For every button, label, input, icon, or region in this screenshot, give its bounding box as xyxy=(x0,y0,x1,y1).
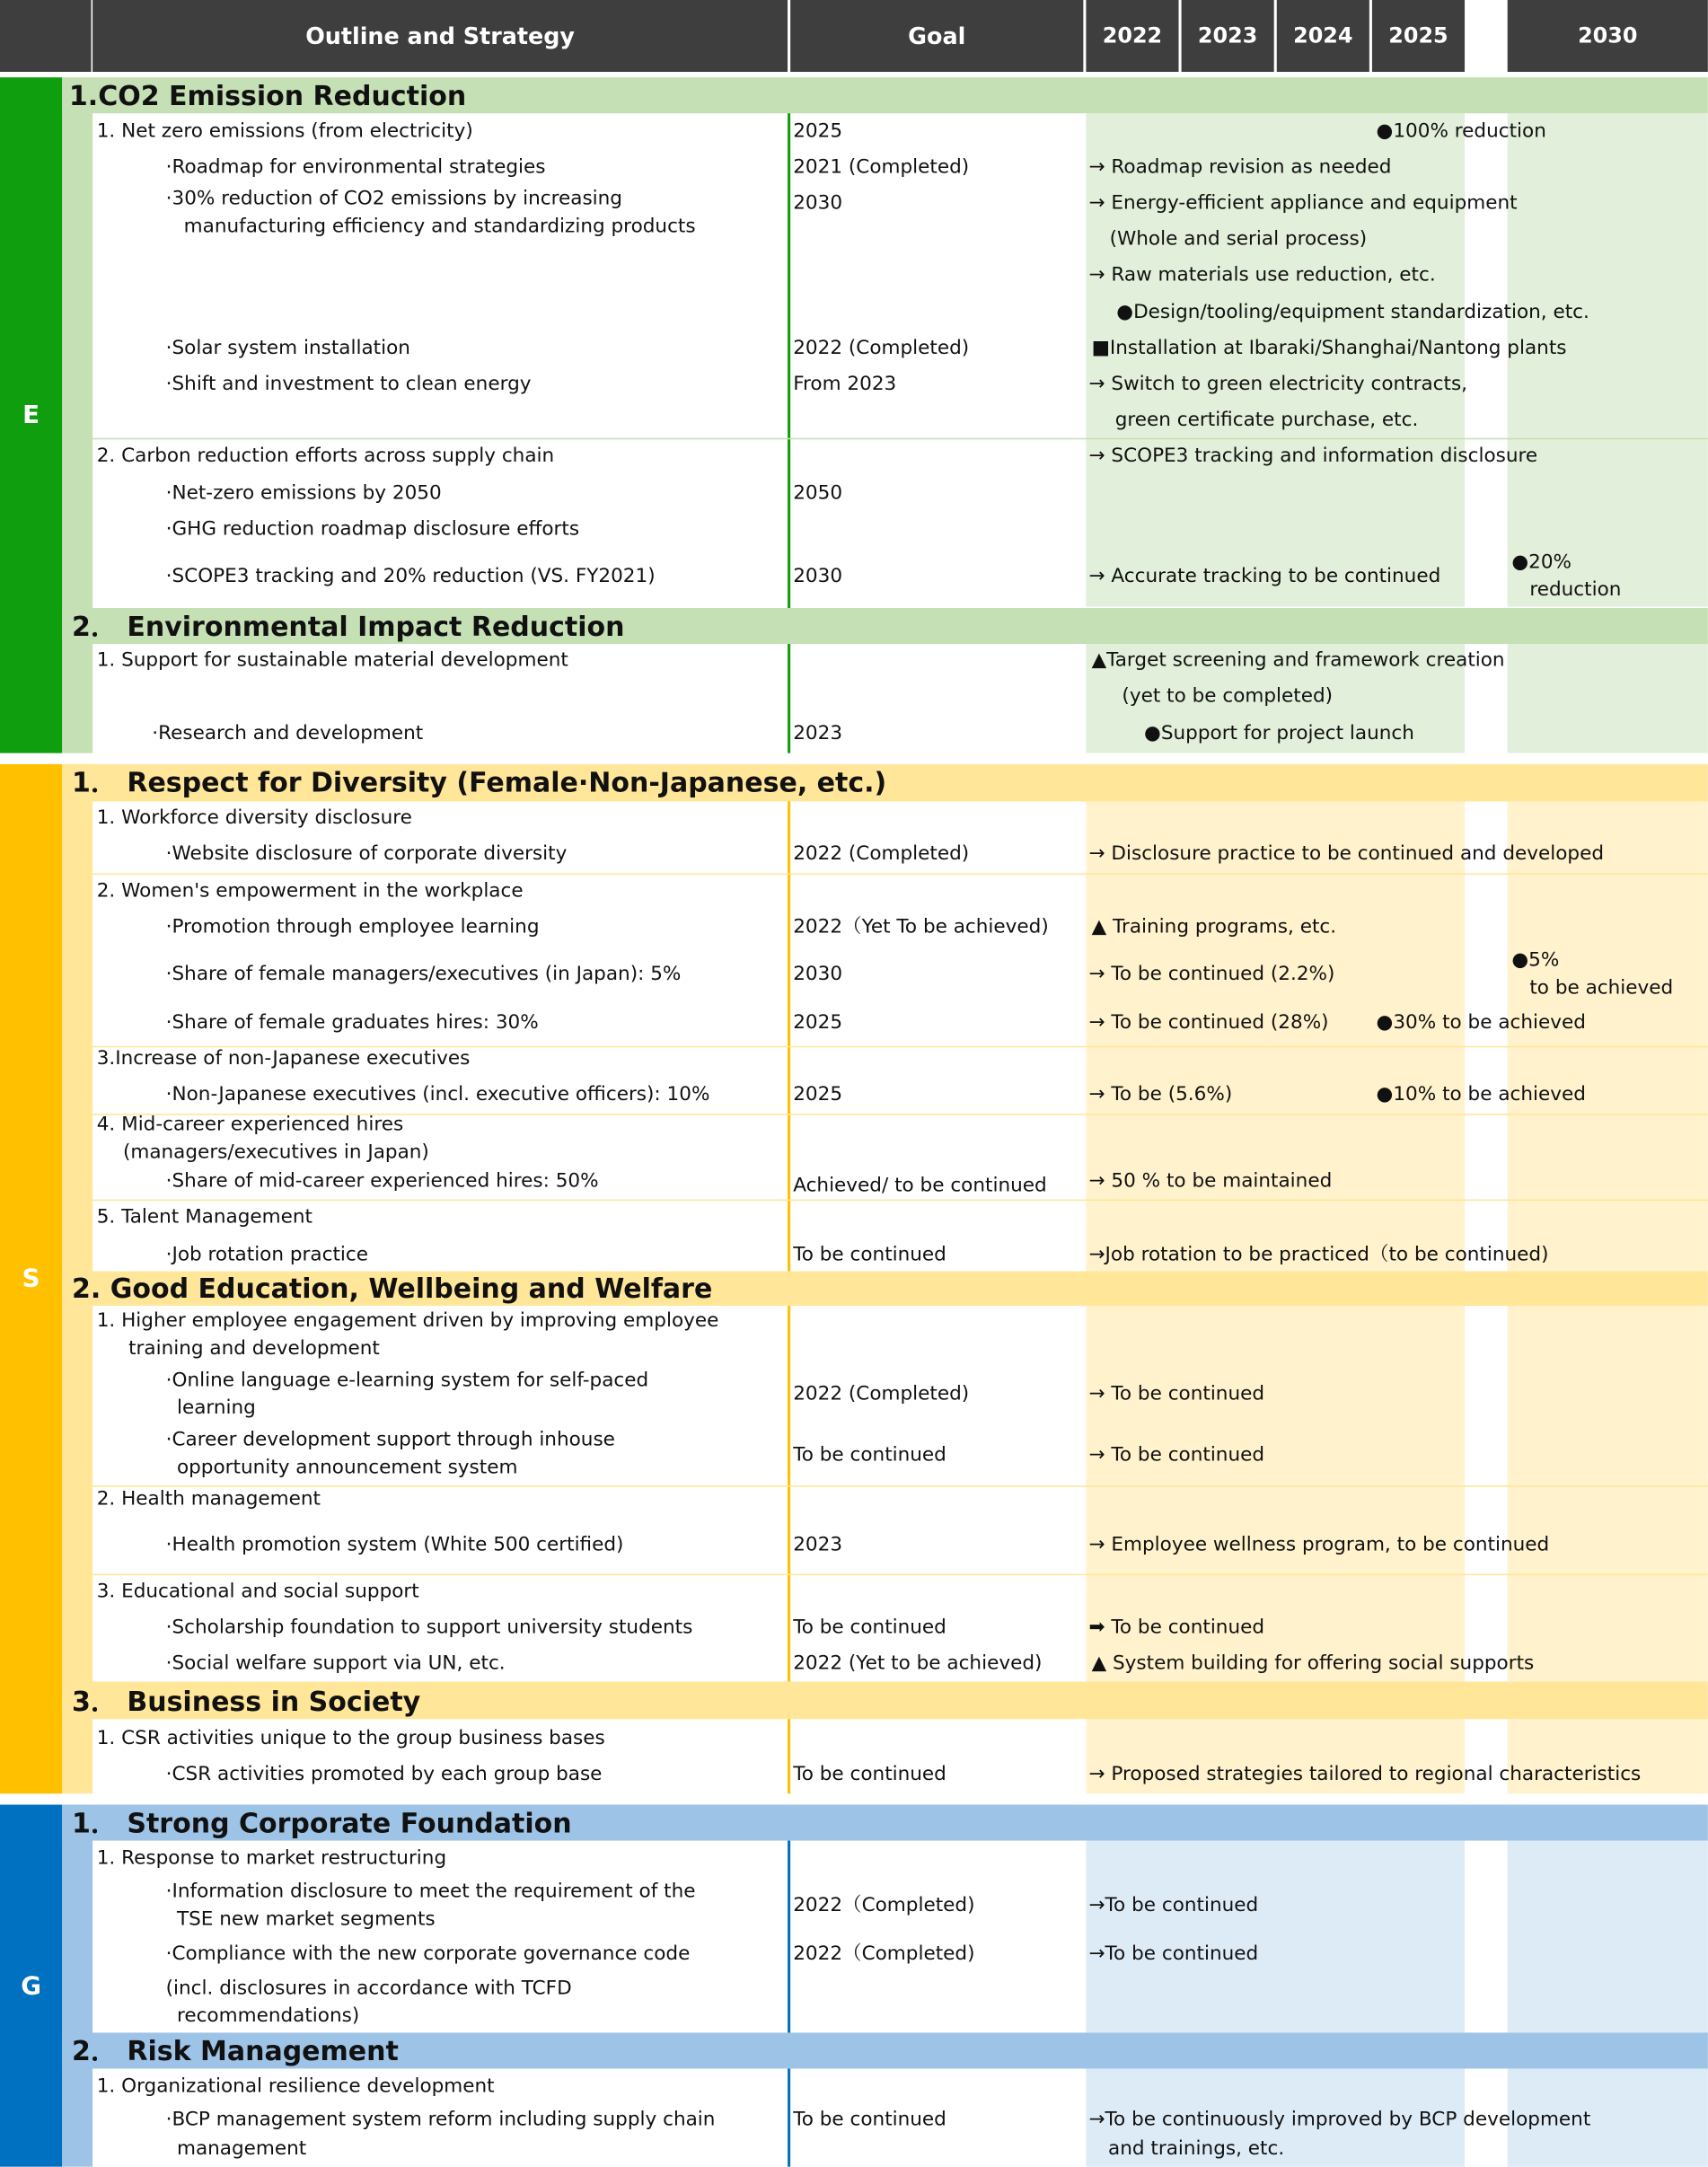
social-milestone-female-graduates: ●30% to be achieved xyxy=(1376,1011,1586,1034)
governance-row-bcp-line2: management xyxy=(176,2137,307,2160)
env-timeline-sustainable-1: ▲Target screening and framework creation xyxy=(1091,649,1505,672)
social-goal-learning: 2022（Yet To be achieved) xyxy=(793,916,1049,938)
social-goal-career: To be continued xyxy=(793,1443,946,1467)
env-row-scope3: ·SCOPE3 tracking and 20% reduction (VS. FY2021) xyxy=(165,565,656,587)
env-timeline-co2-3: → Raw materials use reduction, etc. xyxy=(1088,263,1436,286)
header-year-2022: 2022 xyxy=(1086,0,1178,72)
social-milestone-non-japanese-executives: ●10% to be achieved xyxy=(1376,1083,1586,1106)
social-timeline-female-graduates: → To be continued (28%) xyxy=(1088,1011,1329,1034)
env-row-rnd: ·Research and development xyxy=(152,722,424,745)
social-item-educational: 3. Educational and social support xyxy=(96,1581,419,1603)
env-goal-net-zero: 2025 xyxy=(793,119,843,143)
social-item-health: 2. Health management xyxy=(96,1488,321,1511)
env-timeline-clean-energy-1: → Switch to green electricity contracts, xyxy=(1088,373,1468,396)
env-indent-band xyxy=(62,77,92,753)
env-goal-co2: 2030 xyxy=(793,191,843,215)
env-item-net-zero: 1. Net zero emissions (from electricity) xyxy=(96,119,473,143)
env-row-rule xyxy=(92,438,1708,440)
social-goal-elearning: 2022 (Completed) xyxy=(793,1383,970,1405)
social-goal-health-promotion: 2023 xyxy=(793,1533,843,1556)
social-row-health-promotion: ·Health promotion system (White 500 certified) xyxy=(165,1533,624,1556)
governance-timeline-bcp-2: and trainings, etc. xyxy=(1108,2137,1285,2160)
env-goal-roadmap: 2021 (Completed) xyxy=(793,155,970,179)
social-timeline-scholarship: ➡ To be continued xyxy=(1088,1616,1265,1639)
env-goal-solar: 2022 (Completed) xyxy=(793,337,970,360)
social-item-engagement-line1: 1. Higher employee engagement driven by improving employee xyxy=(96,1309,719,1333)
governance-divider-2 xyxy=(788,2068,790,2166)
social-row-welfare: ·Social welfare support via UN, etc. xyxy=(165,1652,506,1675)
social-divider-3 xyxy=(788,1719,790,1793)
governance-item-market: 1. Response to market restructuring xyxy=(96,1847,447,1870)
env-section-title-impact: 2． Environmental Impact Reduction xyxy=(72,611,625,643)
social-row-elearning-line2: learning xyxy=(176,1396,256,1420)
governance-timeline-bg-1 xyxy=(1086,1841,1465,2033)
social-section-title-education: 2. Good Education, Wellbeing and Welfare xyxy=(72,1273,713,1305)
social-goal-non-japanese-executives: 2025 xyxy=(793,1083,843,1106)
social-row-female-managers: ·Share of female managers/executives (in Japan): 5% xyxy=(165,963,682,986)
social-timeline-health-promotion: → Employee wellness program, to be continued xyxy=(1088,1533,1550,1556)
social-goal-website: 2022 (Completed) xyxy=(793,842,970,866)
social-row-website: ·Website disclosure of corporate diversity xyxy=(165,842,568,866)
env-timeline-solar: ■Installation at Ibaraki/Shanghai/Nantong plants xyxy=(1091,337,1567,360)
env-item-supply-chain: 2. Carbon reduction efforts across supply chain xyxy=(96,445,555,468)
env-milestone-scope3-2: reduction xyxy=(1529,578,1622,602)
governance-indent-band xyxy=(62,1805,92,2167)
social-row-career-line1: ·Career development support through inhouse xyxy=(165,1429,615,1451)
social-goal-csr-group: To be continued xyxy=(793,1763,946,1786)
social-item-women: 2. Women's empowerment in the workplace xyxy=(96,880,524,903)
env-timeline-co2-2: (Whole and serial process) xyxy=(1109,227,1368,251)
header-blank-cell xyxy=(0,0,92,72)
governance-timeline-bg-2 xyxy=(1508,1841,1708,2033)
social-row-rule-1 xyxy=(92,873,1708,875)
social-timeline-female-managers: → To be continued (2.2%) xyxy=(1088,963,1335,986)
social-item-mid-career-line2: (managers/executives in Japan) xyxy=(122,1141,429,1164)
social-item-non-japanese: 3.Increase of non-Japanese executives xyxy=(96,1047,471,1070)
env-milestone-net-zero: ●100% reduction xyxy=(1376,119,1546,143)
env-goal-net-zero-2050: 2050 xyxy=(793,482,843,505)
header-year-2024: 2024 xyxy=(1277,0,1369,72)
governance-item-resilience: 1. Organizational resilience development xyxy=(96,2075,495,2098)
social-divider-2 xyxy=(788,1306,790,1682)
governance-row-tcfd-line1: (incl. disclosures in accordance with TCFD xyxy=(165,1977,572,2000)
social-category-label: S xyxy=(0,764,62,1793)
env-row-solar: ·Solar system installation xyxy=(165,337,410,360)
env-divider-1 xyxy=(788,113,790,608)
governance-section-title-risk: 2． Risk Management xyxy=(72,2035,399,2067)
governance-timeline-compliance: →To be continued xyxy=(1088,1942,1259,1966)
social-goal-scholarship: To be continued xyxy=(793,1616,946,1639)
social-row-job-rotation: ·Job rotation practice xyxy=(165,1243,368,1266)
social-row-rule-4 xyxy=(92,1200,1708,1202)
header-goal: Goal xyxy=(790,0,1083,72)
social-row-female-graduates: ·Share of female graduates hires: 30% xyxy=(165,1011,539,1034)
env-timeline-clean-energy-2: green certificate purchase, etc. xyxy=(1114,409,1419,432)
header-year-2030: 2030 xyxy=(1508,0,1708,72)
governance-row-bcp-line1: ·BCP management system reform including supply chain xyxy=(165,2109,716,2131)
governance-timeline-tse: →To be continued xyxy=(1088,1894,1259,1917)
env-timeline-scope3: → Accurate tracking to be continued xyxy=(1088,565,1441,587)
social-item-talent: 5. Talent Management xyxy=(96,1206,313,1229)
social-timeline-website: → Disclosure practice to be continued and developed xyxy=(1088,842,1605,866)
social-row-csr-group: ·CSR activities promoted by each group base xyxy=(165,1763,603,1786)
governance-row-compliance: ·Compliance with the new corporate governance code xyxy=(165,1942,691,1966)
social-timeline-csr-group: → Proposed strategies tailored to regional characteristics xyxy=(1088,1763,1642,1786)
social-timeline-welfare: ▲ System building for offering social supports xyxy=(1091,1652,1535,1675)
social-item-csr: 1. CSR activities unique to the group business bases xyxy=(96,1727,605,1749)
social-milestone-female-managers-1: ●5% xyxy=(1511,949,1560,972)
governance-row-tse-line2: TSE new market segments xyxy=(176,1907,436,1931)
social-timeline-non-japanese-executives: → To be (5.6%) xyxy=(1088,1083,1233,1106)
env-section-title-co2: 1.CO2 Emission Reduction xyxy=(68,80,467,112)
governance-category-label: G xyxy=(0,1805,62,2167)
governance-divider-1 xyxy=(788,1841,790,2033)
social-goal-mid-career-share: Achieved/ to be continued xyxy=(793,1174,1047,1197)
env-divider-2 xyxy=(788,644,790,753)
governance-section-title-foundation: 1． Strong Corporate Foundation xyxy=(72,1807,572,1840)
social-row-non-japanese-executives: ·Non-Japanese executives (incl. executive officers): 10% xyxy=(165,1083,710,1106)
env-timeline-rnd: ●Support for project launch xyxy=(1144,722,1414,745)
env-row-ghg-roadmap: ·GHG reduction roadmap disclosure efforts xyxy=(165,518,580,541)
env-timeline-sustainable-2: (yet to be completed) xyxy=(1122,685,1334,708)
env-timeline-supply-chain: → SCOPE3 tracking and information disclosure xyxy=(1088,445,1538,468)
env-row-co2-line1: ·30% reduction of CO2 emissions by increasing xyxy=(165,188,622,210)
env-goal-rnd: 2023 xyxy=(793,722,843,745)
governance-timeline-bcp-1: →To be continuously improved by BCP development xyxy=(1088,2109,1591,2131)
env-milestone-scope3-1: ●20% xyxy=(1511,551,1572,574)
social-item-mid-career-line1: 4. Mid-career experienced hires xyxy=(96,1114,404,1136)
social-goal-job-rotation: To be continued xyxy=(793,1243,946,1266)
social-item-workforce: 1. Workforce diversity disclosure xyxy=(96,806,412,830)
social-row-rule-5 xyxy=(92,1485,1708,1487)
social-milestone-female-managers-2: to be achieved xyxy=(1529,976,1674,1000)
social-row-mid-career-share: ·Share of mid-career experienced hires: 50% xyxy=(165,1170,599,1193)
governance-goal-compliance: 2022（Completed) xyxy=(793,1942,975,1966)
env-goal-scope3: 2030 xyxy=(793,565,843,587)
header-outline: Outline and Strategy xyxy=(92,0,788,72)
social-timeline-mid-career-share: → 50 % to be maintained xyxy=(1088,1170,1333,1193)
social-row-scholarship: ·Scholarship foundation to support university students xyxy=(165,1616,693,1639)
social-timeline-career: → To be continued xyxy=(1088,1443,1265,1467)
env-goal-clean-energy: From 2023 xyxy=(793,373,897,396)
env-timeline-bg-4 xyxy=(1508,644,1708,753)
social-section-title-business: 3． Business in Society xyxy=(72,1686,421,1718)
env-row-clean-energy: ·Shift and investment to clean energy xyxy=(165,373,532,396)
social-row-rule-6 xyxy=(92,1574,1708,1576)
social-row-elearning-line1: ·Online language e-learning system for self-paced xyxy=(165,1369,649,1392)
governance-goal-bcp: To be continued xyxy=(793,2109,946,2131)
social-row-career-line2: opportunity announcement system xyxy=(176,1456,518,1479)
social-goal-welfare: 2022 (Yet to be achieved) xyxy=(793,1652,1043,1675)
env-row-co2-line2: manufacturing efficiency and standardizing products xyxy=(183,216,696,238)
header-year-2023: 2023 xyxy=(1182,0,1274,72)
social-timeline-job-rotation: →Job rotation to be practiced（to be continued) xyxy=(1088,1243,1549,1266)
env-timeline-co2-4: ●Design/tooling/equipment standardization, etc. xyxy=(1116,301,1589,324)
env-timeline-co2-1: → Energy-efficient appliance and equipment xyxy=(1088,191,1518,215)
social-timeline-learning: ▲ Training programs, etc. xyxy=(1091,916,1337,938)
env-row-roadmap: ·Roadmap for environmental strategies xyxy=(165,155,546,179)
social-goal-female-graduates: 2025 xyxy=(793,1011,843,1034)
social-item-engagement-line2: training and development xyxy=(128,1337,380,1361)
social-goal-female-managers: 2030 xyxy=(793,963,843,986)
social-timeline-bg-4 xyxy=(1508,1306,1708,1682)
env-row-net-zero-2050: ·Net-zero emissions by 2050 xyxy=(165,482,442,505)
governance-goal-tse: 2022（Completed) xyxy=(793,1894,975,1917)
social-row-learning: ·Promotion through employee learning xyxy=(165,916,540,938)
env-category-label: E xyxy=(0,77,62,753)
env-item-sustainable-material: 1. Support for sustainable material development xyxy=(96,649,568,672)
governance-row-tcfd-line2: recommendations) xyxy=(176,2004,360,2028)
governance-row-tse-line1: ·Information disclosure to meet the requirement of the xyxy=(165,1881,696,1903)
env-timeline-roadmap: → Roadmap revision as needed xyxy=(1088,155,1392,179)
social-timeline-elearning: → To be continued xyxy=(1088,1383,1265,1405)
social-section-title-diversity: 1． Respect for Diversity (Female·Non-Japanese, etc.) xyxy=(72,766,887,799)
header-year-2025: 2025 xyxy=(1372,0,1465,72)
